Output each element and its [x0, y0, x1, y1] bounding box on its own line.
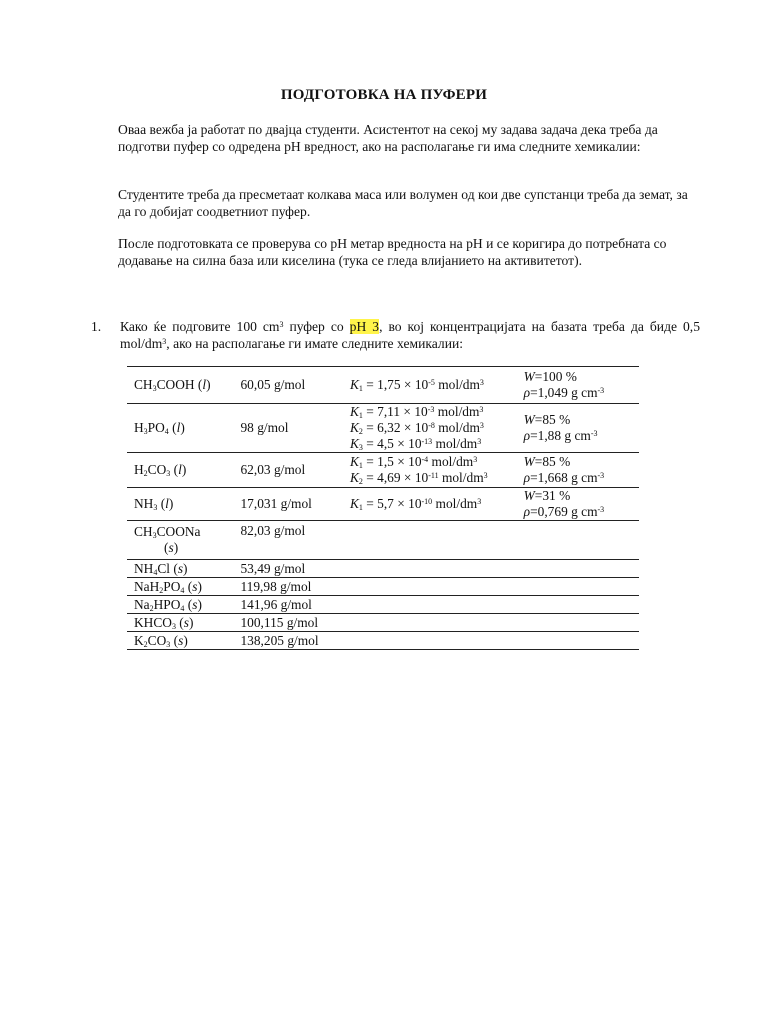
- paragraph-intro: Оваа вежба ја работат по двајца студенти. Асистентот на секој му задава задача дека треба да подготви пуфер со одредена pH вредност, ако на располагање ги има следните хемикалии:: [118, 122, 658, 154]
- table-row: [127, 404, 639, 453]
- compound-cell: $CH_3COONa$ (s): [134, 524, 201, 555]
- table-row: [127, 632, 639, 650]
- chemicals-table: [127, 366, 639, 650]
- compound-cell: $K_2CO_3$ (s): [134, 632, 188, 649]
- molar-mass-cell: 82,03 g/mol: [240, 523, 306, 538]
- constant-cell: $K_1 = 7,11 \times 10^{-3}$ mol/$dm^3$ $K_2 = 6,32 \times 10^{-8}$ mol/$dm^3$ $K_3 = 4,5 \times 10^{-13}$ mol/$dm^3$: [349, 404, 484, 452]
- molar-mass-cell: 98 g/mol: [240, 420, 289, 435]
- properties-cell: W=85 % ρ=1,668 g $cm^{-3}$: [523, 454, 605, 485]
- paragraph-task: Студентите треба да пресметаат колкава маса или волумен од кои две супстанци треба да земат, за да го добијат соодветниот пуфер.: [118, 187, 688, 219]
- molar-mass-cell: 119,98 g/mol: [240, 578, 312, 594]
- ph-highlight: pH 3: [349, 319, 380, 334]
- compound-cell: $CH_3COOH$ (l): [134, 377, 211, 393]
- properties-cell: W=31 % ρ=0,769 g $cm^{-3}$: [523, 488, 605, 519]
- table-row: [127, 453, 639, 488]
- molar-mass-cell: 60,05 g/mol: [240, 377, 306, 392]
- molar-mass-cell: 62,03 g/mol: [240, 462, 306, 477]
- table-row: [127, 578, 639, 596]
- molar-mass-cell: 100,115 g/mol: [240, 614, 319, 630]
- compound-cell: $Na_2HPO_4$ (s): [134, 596, 202, 613]
- compound-cell: $H_3PO_4$ (l): [134, 420, 185, 436]
- table-row: [127, 488, 639, 521]
- properties-cell: W=100 % ρ=1,049 g $cm^{-3}$: [523, 369, 605, 400]
- table-row: [127, 614, 639, 632]
- paragraph-check: После подготовката се проверува со pH метар вредноста на pH и се коригира до потребната со додавање на силна база или киселина (тука се гледа влијанието на активитетот).: [118, 236, 667, 268]
- compound-cell: $NH_3$ (l): [134, 496, 174, 512]
- table-row: [127, 560, 639, 578]
- molar-mass-cell: 141,96 g/mol: [240, 596, 312, 612]
- molar-mass-cell: 138,205 g/mol: [240, 632, 319, 648]
- table-row: [127, 596, 639, 614]
- page-title: ПОДГОТОВКА НА ПУФЕРИ: [280, 87, 488, 103]
- constant-cell: $K_1 = 1,5 \times 10^{-4}$ mol/$dm^3$ $K_2 = 4,69 \times 10^{-11}$ mol/$dm^3$: [349, 454, 488, 486]
- question-number: 1.: [91, 319, 102, 334]
- properties-cell: W=85 % ρ=1,88 g $cm^{-3}$: [523, 412, 598, 443]
- constant-cell: $K_1 = 1,75 \times 10^{-5}$ mol/$dm^3$: [349, 377, 484, 393]
- compound-cell: $NaH_2PO_4$ (s): [134, 578, 202, 595]
- table-row: [127, 367, 639, 404]
- constant-cell: $K_1 = 5,7 \times 10^{-10}$ mol/$dm^3$: [349, 496, 482, 512]
- compound-cell: $KHCO_3$ (s): [134, 614, 194, 631]
- compound-cell: $NH_4Cl$ (s): [134, 560, 188, 577]
- compound-cell: $H_2CO_3$ (l): [134, 462, 187, 478]
- question-text: Како ќе подговите 100 $cm^3$ пуфер со pH 3, во кој концентрацијата на базата треба да биде 0,5 mol/$dm^3$, ако на располагање ги имате следните хемикалии:: [120, 319, 700, 351]
- molar-mass-cell: 17,031 g/mol: [240, 496, 312, 511]
- table-row: [127, 521, 639, 560]
- molar-mass-cell: 53,49 g/mol: [240, 560, 306, 576]
